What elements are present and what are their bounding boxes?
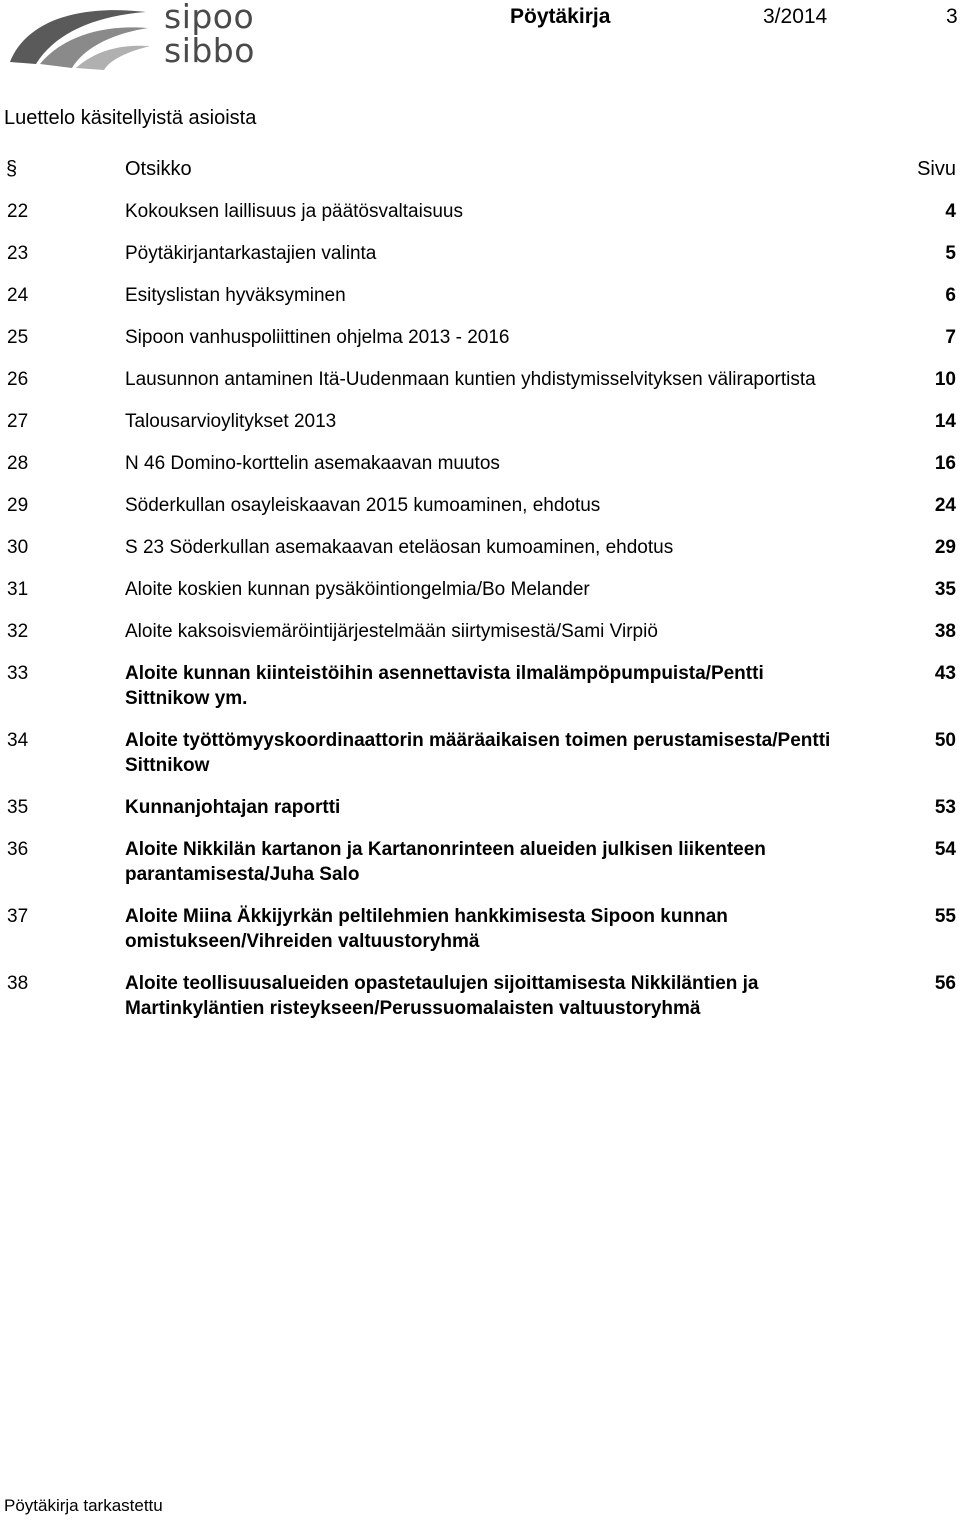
toc-row (0, 795, 960, 820)
toc-section-number: 31 (7, 579, 29, 600)
toc-item-title: Kokouksen laillisuus ja päätösvaltaisuus (125, 201, 463, 222)
toc-item-title: Aloite kunnan kiinteistöihin asennettavista ilmalämpöpumpuista/Pentti Sittnikow ym. (125, 663, 764, 709)
column-header-section: § (6, 158, 18, 180)
toc-page-number: 55 (934, 906, 956, 927)
toc-item-title: Kunnanjohtajan raportti (125, 797, 341, 818)
toc-page-number: 35 (934, 579, 956, 600)
toc-item-title: N 46 Domino-korttelin asemakaavan muutos (125, 453, 500, 474)
swoosh-logo-icon (6, 2, 156, 70)
toc-item-title: Lausunnon antaminen Itä-Uudenmaan kuntien yhdistymisselvityksen väliraportista (125, 369, 816, 390)
toc-page-number: 43 (934, 663, 956, 684)
toc-page-number: 50 (934, 730, 956, 751)
toc-section-number: 38 (7, 973, 29, 994)
toc-item-title: Söderkullan osayleiskaavan 2015 kumoaminen, ehdotus (125, 495, 601, 516)
toc-row (0, 199, 960, 224)
toc-section-number: 37 (7, 906, 29, 927)
toc-page-number: 7 (945, 327, 956, 348)
logo-line-sipoo: sipoo (164, 0, 255, 36)
toc-item-title: Sipoon vanhuspoliittinen ohjelma 2013 - 2016 (125, 327, 510, 348)
footer-text: Pöytäkirja tarkastettu (4, 1496, 163, 1515)
toc-page-number: 10 (934, 369, 956, 390)
toc-item-title: Esityslistan hyväksyminen (125, 285, 346, 306)
toc-page-number: 16 (934, 453, 956, 474)
toc-row (0, 661, 960, 711)
toc-section-number: 22 (7, 201, 29, 222)
toc-page-number: 53 (934, 797, 956, 818)
toc-item-title: Aloite teollisuusalueiden opastetaulujen sijoittamisesta Nikkiläntien ja Martinkyläntien risteykseen/Perussuomalaisten valtuustoryhmä (125, 973, 759, 1019)
toc-section-number: 33 (7, 663, 29, 684)
toc-row (0, 728, 960, 778)
toc-item-title: Aloite Miina Äkkijyrkän peltilehmien hankkimisesta Sipoon kunnan omistukseen/Vihreiden valtuustoryhmä (125, 906, 728, 952)
toc-row (0, 451, 960, 476)
toc-section-number: 29 (7, 495, 29, 516)
toc-section-number: 36 (7, 839, 29, 860)
toc-item-title: Talousarvioylitykset 2013 (125, 411, 337, 432)
toc-page-number: 24 (934, 495, 956, 516)
toc-section-number: 28 (7, 453, 29, 474)
page-number: 3 (946, 5, 958, 28)
table-of-contents (0, 199, 960, 1038)
toc-row (0, 493, 960, 518)
toc-section-number: 23 (7, 243, 29, 264)
toc-page-number: 56 (934, 973, 956, 994)
document-number: 3/2014 (763, 5, 828, 28)
toc-page-number: 29 (934, 537, 956, 558)
toc-row (0, 619, 960, 644)
toc-section-number: 25 (7, 327, 29, 348)
toc-item-title: Aloite kaksoisviemäröintijärjestelmään siirtymisestä/Sami Virpiö (125, 621, 658, 642)
toc-page-number: 6 (945, 285, 956, 306)
toc-row (0, 241, 960, 266)
toc-row (0, 325, 960, 350)
toc-section-number: 35 (7, 797, 29, 818)
sipoo-sibbo-logo (6, 2, 256, 70)
toc-page-number: 38 (934, 621, 956, 642)
toc-row (0, 577, 960, 602)
logo-line-sibbo: sibbo (164, 31, 255, 70)
toc-page-number: 14 (934, 411, 956, 432)
column-header-page: Sivu (917, 158, 956, 180)
toc-row (0, 837, 960, 887)
toc-item-title: Aloite Nikkilän kartanon ja Kartanonrinteen alueiden julkisen liikenteen parantamisesta/Juha Salo (125, 839, 766, 885)
list-heading: Luettelo käsitellyistä asioista (4, 107, 257, 129)
toc-item-title: S 23 Söderkullan asemakaavan eteläosan kumoaminen, ehdotus (125, 537, 674, 558)
column-header-title: Otsikko (125, 158, 192, 180)
toc-page-number: 54 (934, 839, 956, 860)
toc-row (0, 904, 960, 954)
toc-row (0, 535, 960, 560)
toc-row (0, 367, 960, 392)
toc-row (0, 971, 960, 1021)
toc-section-number: 24 (7, 285, 29, 306)
toc-row (0, 409, 960, 434)
toc-item-title: Aloite koskien kunnan pysäköintiongelmia/Bo Melander (125, 579, 590, 600)
toc-section-number: 34 (7, 730, 29, 751)
toc-item-title: Pöytäkirjantarkastajien valinta (125, 243, 377, 264)
document-title: Pöytäkirja (510, 5, 611, 28)
toc-row (0, 283, 960, 308)
toc-page-number: 4 (945, 201, 956, 222)
toc-section-number: 30 (7, 537, 29, 558)
toc-item-title: Aloite työttömyyskoordinaattorin määräaikaisen toimen perustamisesta/Pentti Sittnikow (125, 730, 831, 776)
toc-section-number: 27 (7, 411, 29, 432)
logo-text (164, 0, 255, 68)
toc-page-number: 5 (945, 243, 956, 264)
toc-section-number: 32 (7, 621, 29, 642)
toc-section-number: 26 (7, 369, 29, 390)
